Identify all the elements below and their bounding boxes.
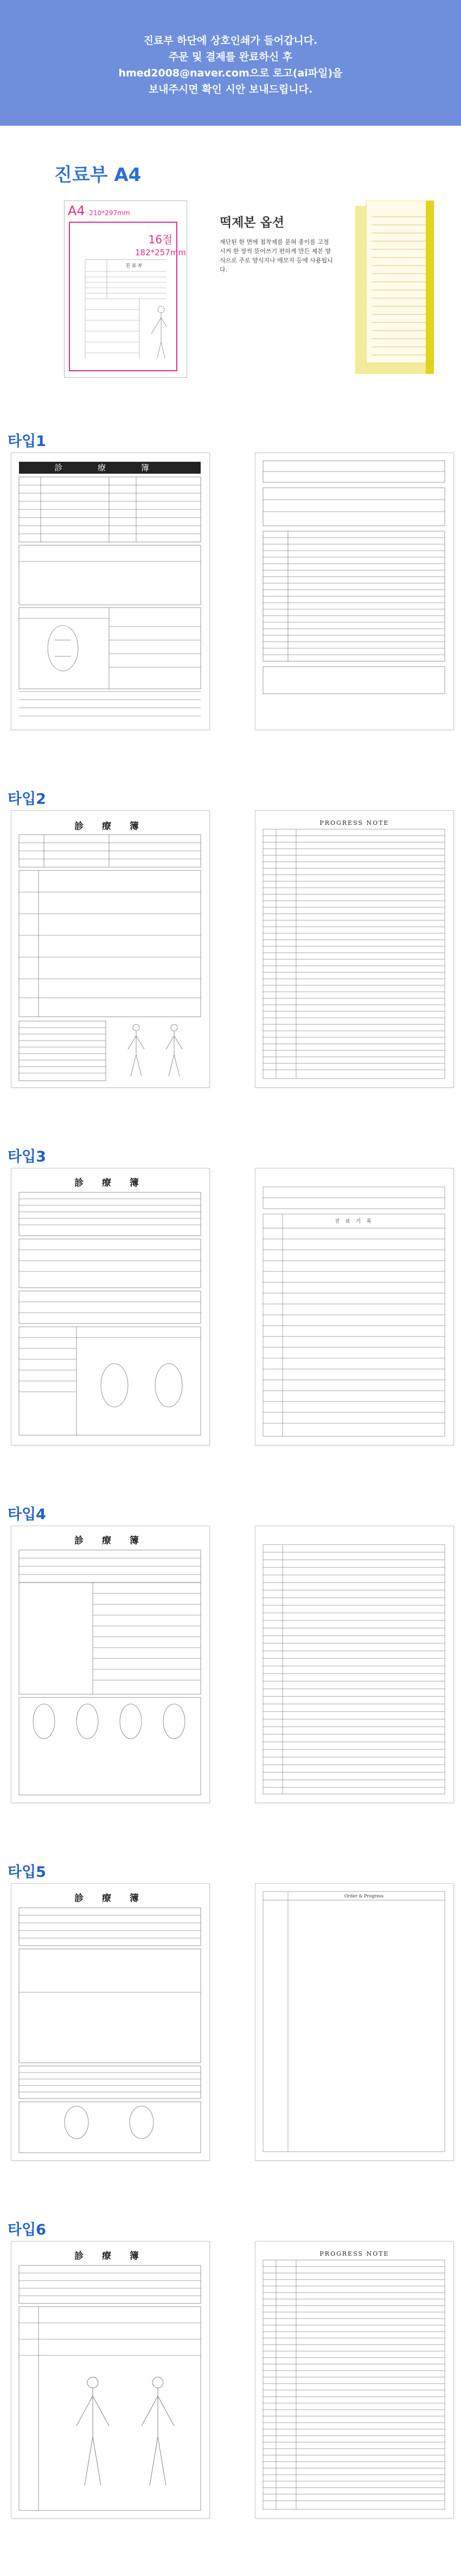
type-3-back-form xyxy=(255,1168,453,1445)
type-6-back-heading: PROGRESS NOTE xyxy=(319,2250,389,2257)
type-6-front-form xyxy=(11,2242,209,2518)
notice-line-2: 주문 및 결제를 완료하신 후 xyxy=(168,51,293,63)
notice-line-3: hmed2008@naver.com으로 로고(ai파일)을 xyxy=(118,67,343,79)
type-6-form-title: 診 療 簿 xyxy=(74,2251,146,2262)
type-2-back-form xyxy=(255,811,453,1087)
type-4-front-form xyxy=(11,1526,209,1803)
type-6-front-page xyxy=(11,2241,210,2519)
type-4-title: 타입4 xyxy=(8,1506,46,1523)
type-4-back-page xyxy=(255,1526,454,1803)
type-1-front-form xyxy=(11,453,209,729)
notice-line-1: 진료부 하단에 상호인쇄가 들어갑니다. xyxy=(143,35,318,47)
type-5-form-title: 診 療 簿 xyxy=(74,1893,146,1904)
type-5-back-heading: Order & Progress xyxy=(344,1894,384,1899)
b5-size-label: 16절 182*257mm xyxy=(135,233,186,257)
type-4-section xyxy=(0,1496,461,1821)
type-2-front-form xyxy=(11,811,209,1087)
svg-text:진 료 부: 진 료 부 xyxy=(125,263,143,269)
type-3-title: 타입3 xyxy=(8,1148,46,1165)
type-3-section xyxy=(0,1138,461,1463)
type-4-front-page xyxy=(11,1526,210,1803)
type-4-form-title: 診 療 簿 xyxy=(74,1535,146,1546)
tearoff-pad-image xyxy=(344,201,437,379)
type-1-back-page xyxy=(255,453,454,730)
type-2-section xyxy=(0,780,461,1106)
type-6-back-form xyxy=(255,2242,453,2518)
type-2-front-page xyxy=(11,810,210,1088)
type-1-section xyxy=(0,423,461,748)
type-5-back-form xyxy=(255,1884,453,2160)
type-6-section xyxy=(0,2211,461,2536)
type-2-title: 타입2 xyxy=(8,791,46,808)
type-3-back-heading: 진 료 기 록 xyxy=(335,1219,374,1224)
notice-line-4: 보내주시면 확인 시안 보내드립니다. xyxy=(148,83,313,95)
a4-size-preview xyxy=(64,201,187,378)
type-5-title: 타입5 xyxy=(8,1864,46,1881)
type-2-back-page xyxy=(255,810,454,1088)
tearoff-option-title: 떡제본 옵션 xyxy=(220,216,285,230)
tearoff-option-description: 재단된 한 면에 접착제를 묻혀 종이를 고정시켜 한 장씩 뜯어쓰기 편하게 만든 제본 방식으로 주로 양식지나 메모지 등에 사용됩니다. xyxy=(220,238,333,273)
a4-section-title: 진료부 A4 xyxy=(54,164,142,186)
type-5-front-page xyxy=(11,1883,210,2161)
type-2-back-heading: PROGRESS NOTE xyxy=(319,819,389,827)
type-5-back-page xyxy=(255,1883,454,2161)
type-1-form-title: 診 療 簿 xyxy=(19,462,201,474)
a4-size-label: A4 210*297mm xyxy=(68,203,130,218)
type-6-back-page xyxy=(255,2241,454,2519)
top-notice-banner xyxy=(0,0,461,126)
type-4-back-form xyxy=(255,1526,453,1803)
type-3-front-form xyxy=(11,1168,209,1445)
mini-chart-form-image xyxy=(74,234,167,358)
type-5-section xyxy=(0,1854,461,2179)
type-1-back-form xyxy=(255,453,453,729)
type-1-front-page xyxy=(11,453,210,730)
type-1-title: 타입1 xyxy=(8,433,46,450)
type-3-form-title: 診 療 簿 xyxy=(74,1178,146,1189)
type-3-front-page xyxy=(11,1168,210,1445)
type-6-title: 타입6 xyxy=(8,2222,46,2238)
type-2-form-title: 診 療 簿 xyxy=(74,821,146,832)
type-5-front-form xyxy=(11,1884,209,2160)
type-3-back-page xyxy=(255,1168,454,1445)
